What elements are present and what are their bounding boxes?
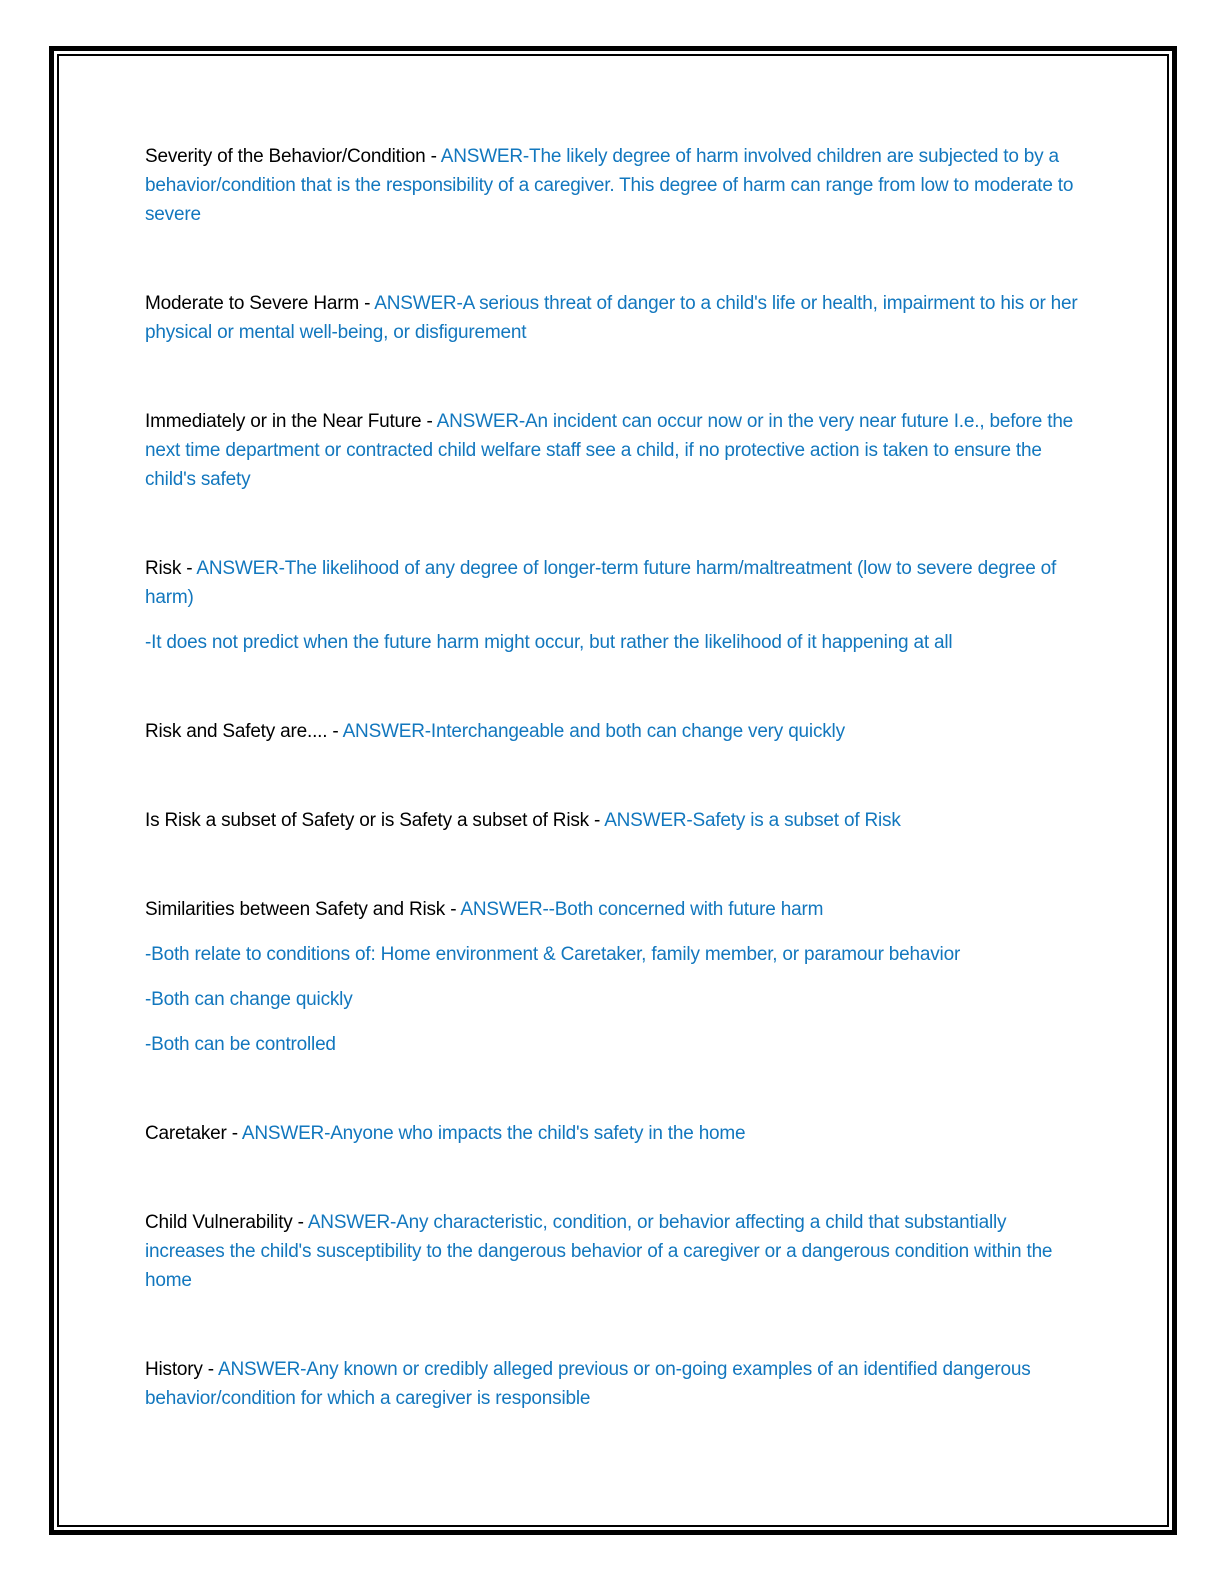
entry-extra-line: -Both can be controlled: [145, 1034, 336, 1055]
document-content: [59, 56, 1167, 1413]
flashcard-entry: [145, 1208, 1081, 1295]
term-answer-separator: -: [327, 721, 343, 742]
entry-definition: [145, 717, 1081, 746]
entry-definition: [145, 1119, 1081, 1148]
entry-term: Moderate to Severe Harm: [145, 293, 359, 314]
entry-answer: ANSWER-The likelihood of any degree of longer-term future harm/maltreatment (low to severe degree of harm): [145, 558, 1057, 608]
term-answer-separator: -: [181, 558, 197, 579]
entry-definition: [145, 895, 1081, 924]
entry-extra-line: -It does not predict when the future harm might occur, but rather the likelihood of it happening at all: [145, 632, 953, 653]
entry-term: Risk and Safety are....: [145, 721, 328, 742]
entry-answer: ANSWER-Any characteristic, condition, or behavior affecting a child that substantially increases the child's susceptibility to the dangerous behavior of a caregiver or a dangerous condition within the home: [145, 1212, 1053, 1291]
entry-definition: [145, 806, 1081, 835]
entry-extra-line: -Both can change quickly: [145, 989, 353, 1010]
term-answer-separator: -: [226, 1123, 242, 1144]
entry-definition: [145, 554, 1081, 612]
entry-extra-line: -Both relate to conditions of: Home environment & Caretaker, family member, or paramour behavior: [145, 944, 961, 965]
term-answer-separator: -: [445, 899, 461, 920]
entry-answer: ANSWER-Safety is a subset of Risk: [604, 810, 901, 831]
term-answer-separator: -: [421, 411, 437, 432]
entry-term: History: [145, 1359, 203, 1380]
entry-term: Is Risk a subset of Safety or is Safety a subset of Risk: [145, 810, 589, 831]
entry-answer: ANSWER-An incident can occur now or in the very near future I.e., before the next time department or contracted child welfare staff see a child, if no protective action is taken to ensure the child's safety: [145, 411, 1074, 490]
flashcard-entry: [145, 554, 1081, 657]
entry-term: Severity of the Behavior/Condition: [145, 146, 426, 167]
entry-answer: ANSWER-Any known or credibly alleged previous or on-going examples of an identified dangerous behavior/condition for which a caregiver is responsible: [145, 1359, 1031, 1409]
flashcard-entry: [145, 1355, 1081, 1413]
entry-definition: [145, 289, 1081, 347]
entry-term: Child Vulnerability: [145, 1212, 293, 1233]
entry-answer: ANSWER-A serious threat of danger to a child's life or health, impairment to his or her physical or mental well-being, or disfigurement: [145, 293, 1078, 343]
term-answer-separator: -: [359, 293, 375, 314]
entry-definition: [145, 142, 1081, 229]
term-answer-separator: -: [425, 146, 441, 167]
term-answer-separator: -: [202, 1359, 218, 1380]
entry-term: Risk: [145, 558, 182, 579]
entry-answer: ANSWER-Interchangeable and both can change very quickly: [342, 721, 845, 742]
flashcard-entry: [145, 717, 1081, 746]
entry-term: Similarities between Safety and Risk: [145, 899, 446, 920]
entry-definition: [145, 1355, 1081, 1413]
page-border-outer: [49, 46, 1177, 1535]
flashcard-entry: [145, 142, 1081, 229]
flashcard-entry: [145, 289, 1081, 347]
entry-answer: ANSWER-The likely degree of harm involved children are subjected to by a behavior/condition that is the responsibility of a caregiver. This degree of harm can range from low to moderate to severe: [145, 146, 1074, 225]
flashcard-entry: [145, 1119, 1081, 1148]
entry-term: Caretaker: [145, 1123, 227, 1144]
page-border-inner: [57, 54, 1169, 1527]
term-answer-separator: -: [292, 1212, 308, 1233]
entry-answer: ANSWER--Both concerned with future harm: [460, 899, 824, 920]
entry-term: Immediately or in the Near Future: [145, 411, 422, 432]
entry-answer: ANSWER-Anyone who impacts the child's safety in the home: [241, 1123, 746, 1144]
entry-definition: [145, 1208, 1081, 1295]
term-answer-separator: -: [588, 810, 605, 831]
entry-definition: [145, 407, 1081, 494]
flashcard-entry: [145, 895, 1081, 1059]
flashcard-entry: [145, 806, 1081, 835]
flashcard-entry: [145, 407, 1081, 494]
